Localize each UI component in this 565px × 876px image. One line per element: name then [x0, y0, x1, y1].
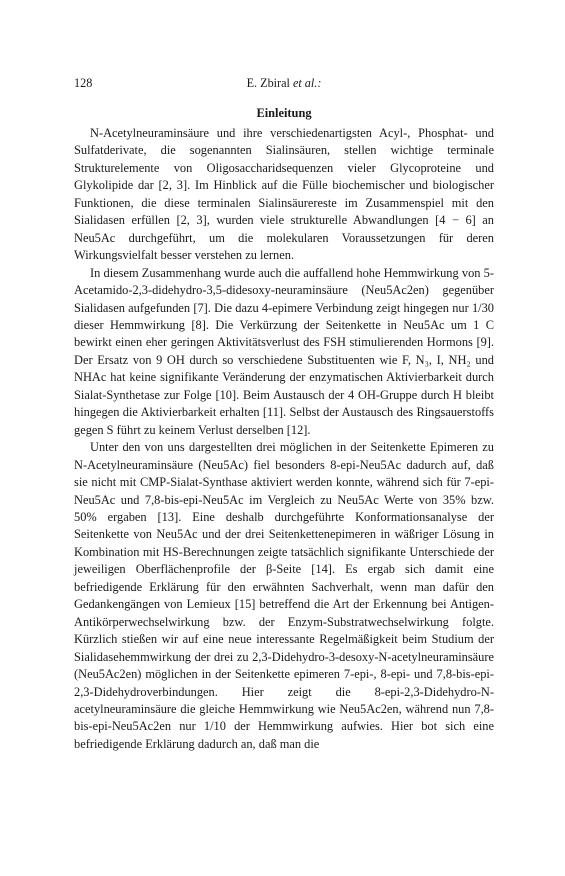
- page-number: 128: [74, 76, 93, 90]
- paragraph-3: Unter den von uns dargestellten drei möglichen in der Seitenkette Epimeren zu N-Acetylneuraminsäure (Neu5Ac) fiel besonders 8-epi-Neu5Ac dadurch auf, daß sie nicht mit CMP-Sialat-Synthase aktiviert werden konnte, während sich für 7-epi-Neu5Ac und 7,8-bis-epi-Neu5Ac im Vergleich zu Neu5Ac Werte von 35% bzw. 50% ergaben [13]. Eine deshalb durchgeführte Konformationsanalyse der Seitenkette von Neu5Ac und der drei Seitenkettenepimeren in wäßriger Lösung in Kombination mit HS-Berechnungen zeigte tatsächlich signifikante Unterschiede der jeweiligen Oberflächenprofile der β-Seite [14]. Es ergab sich damit eine befriedigende Erklärung für den erwähnten Sachverhalt, wenn man dafür den Gedankengängen von Lemieux [15] betreffend die Art der Erkennung bei Antigen-Antikörperwechselwirkung bzw. der Enzym-Substratwechselwirkung folgte. Kürzlich stießen wir auf eine neue interessante Regelmäßigkeit beim Studium der Sialidasehemmwirkung der drei zu 2,3-Didehydro-3-desoxy-N-acetylneuraminsäure (Neu5Ac2en) möglichen in der Seitenkette epimeren 7-epi-, 8-epi- und 7,8-bis-epi-2,3-Didehydroverbindungen. Hier zeigt die 8-epi-2,3-Didehydro-N-acetylneuraminsäure die gleiche Hemmwirkung wie Neu5Ac2en, während nun 7,8-bis-epi-Neu5Ac2en nur 1/10 der Hemmwirkung aufwies. Hier bot sich eine befriedigende Erklärung dadurch an, daß man die: [74, 440, 494, 751]
- paragraph-1: N-Acetylneuraminsäure und ihre verschiedenartigsten Acyl-, Phosphat- und Sulfatderivate, die sogenannten Sialinsäuren, stellen wichtige terminale Strukturelemente von Oligosaccharidsequenzen vieler Glycoproteine und Glykolipide dar [2, 3]. Im Hinblick auf die Fülle biochemischer und biologischer Funktionen, die diese terminalen Sialinsäurereste im Zusammenspiel mit den Sialidasen erfüllen [2, 3], wurden viele strukturelle Abwandlungen [4 − 6] an Neu5Ac durchgeführt, um die molekularen Voraussetzungen für deren Wirkungsvielfalt besser verstehen zu lernen.: [74, 126, 494, 263]
- running-head-etal: et al.:: [292, 76, 322, 90]
- page-header: [74, 76, 494, 94]
- section-title: Einleitung: [256, 106, 312, 120]
- document-page: [74, 76, 494, 753]
- body-text: [74, 125, 494, 753]
- running-head-author: E. Zbiral: [246, 76, 290, 90]
- running-head: [74, 76, 494, 91]
- paragraph-2: In diesem Zusammenhang wurde auch die auffallend hohe Hemmwirkung von 5-Acetamido-2,3-didehydro-3,5-didesoxy-neuraminsäure (Neu5Ac2en) gegenüber Sialidasen aufgefunden [7]. Die dazu 4-epimere Verbindung zeigt hingegen nur 1/30 dieser Hemmwirkung [8]. Die Verkürzung der Seitenkette in Neu5Ac um 1 C bewirkt einen eher geringen Aktivitätsverlust des FSH stimulierenden Hormons [9]. Der Ersatz von 9 OH durch so verschiedene Substituenten wie F, N₃, I, NH₂ und NHAc hat keine signifikante Veränderung der enzymatischen Aktivierbarkeit durch Sialat-Synthetase zur Folge [10]. Beim Austausch der 4 OH-Gruppe durch H bleibt hingegen die Aktivierbarkeit erhalten [11]. Selbst der Austausch des Ringsauerstoffs gegen S führt zu keinem Verlust derselben [12].: [74, 265, 494, 437]
